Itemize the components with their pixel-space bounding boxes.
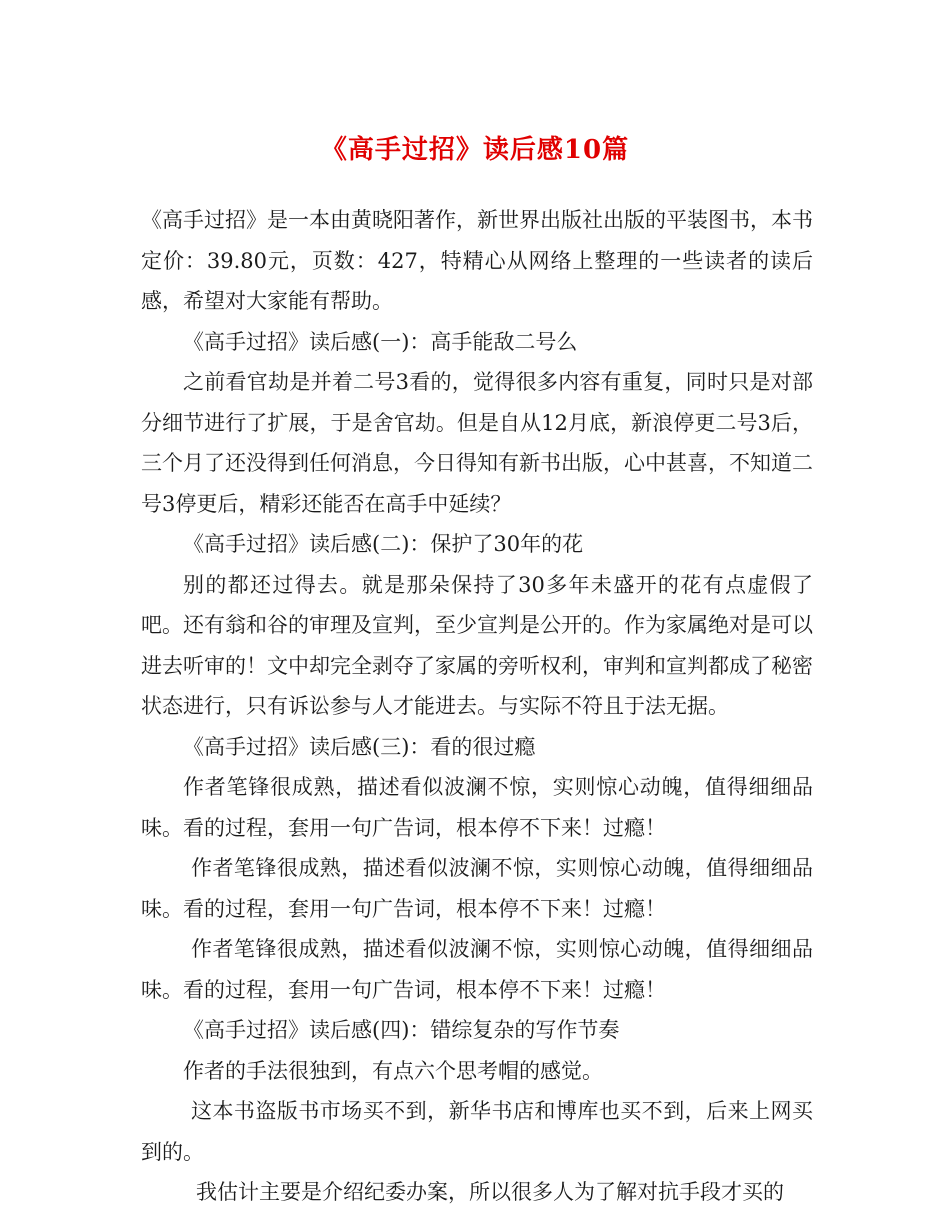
body-paragraph: 这本书盗版书市场买不到，新华书店和博库也买不到，后来上网买到的。 [141, 1099, 813, 1164]
section-heading-1: 《高手过招》读后感(一)：高手能敌二号么 [183, 329, 578, 354]
body-paragraph: 之前看官劫是并着二号3看的，觉得很多内容有重复，同时只是对部分细节进行了扩展，于是舍官劫。但是自从12月底，新浪停更二号3后，三个月了还没得到任何消息，今日得知有新书出版，心中甚喜，不知道二号3停更后，精彩还能否在高手中延续？ [141, 370, 813, 516]
section-heading-3: 《高手过招》读后感(三)：看的很过瘾 [183, 734, 536, 759]
body-paragraph: 别的都还过得去。就是那朵保持了30多年未盛开的花有点虚假了吧。还有翁和谷的审理及宣判，至少宣判是公开的。作为家属绝对是可以进去听审的！文中却完全剥夺了家属的旁听权利，审判和宣判都成了秘密状态进行，只有诉讼参与人才能进去。与实际不符且于法无据。 [141, 572, 813, 718]
body-paragraph: 我估计主要是介绍纪委办案，所以很多人为了解对抗手段才买的 [196, 1180, 784, 1204]
body-paragraph: 作者的手法很独到，有点六个思考帽的感觉。 [183, 1058, 603, 1083]
intro-paragraph: 《高手过招》是一本由黄晓阳著作，新世界出版社出版的平装图书，本书定价：39.80元，页数：427，特精心从网络上整理的一些读者的读后感，希望对大家能有帮助。 [141, 208, 813, 313]
document-body [141, 200, 813, 1213]
body-paragraph: 作者笔锋很成熟，描述看似波澜不惊，实则惊心动魄，值得细细品味。看的过程，套用一句广告词，根本停不下来！过瘾！ [141, 856, 813, 921]
body-paragraph: 作者笔锋很成熟，描述看似波澜不惊，实则惊心动魄，值得细细品味。看的过程，套用一句广告词，根本停不下来！过瘾！ [141, 775, 813, 840]
section-heading-4: 《高手过招》读后感(四)：错综复杂的写作节奏 [183, 1018, 620, 1042]
section-heading-2: 《高手过招》读后感(二)：保护了30年的花 [183, 532, 584, 556]
document-title: 《高手过招》读后感10篇 [320, 135, 630, 165]
body-paragraph: 作者笔锋很成熟，描述看似波澜不惊，实则惊心动魄，值得细细品味。看的过程，套用一句广告词，根本停不下来！过瘾！ [141, 937, 813, 1002]
